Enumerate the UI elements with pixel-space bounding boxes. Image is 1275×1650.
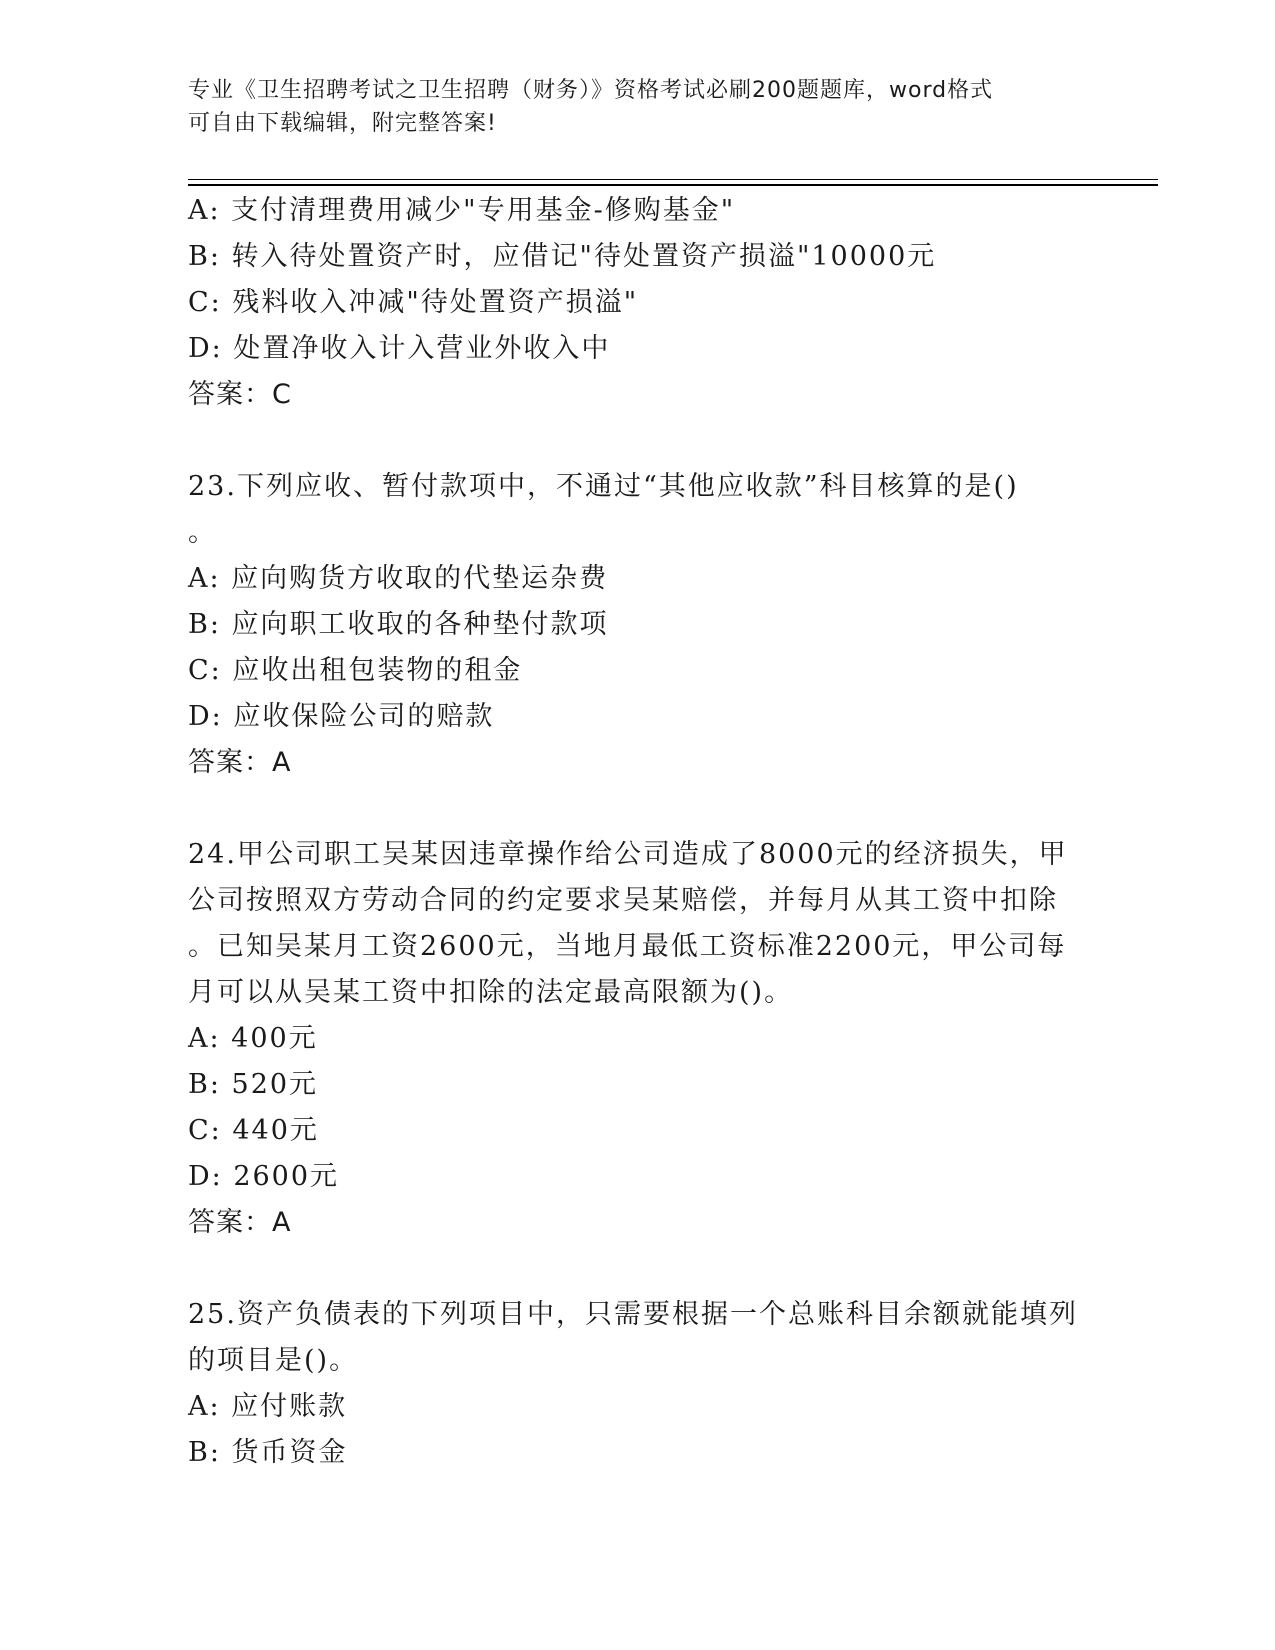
header-divider-thick — [188, 184, 1158, 186]
option-a: A: 支付清理费用减少"专用基金-修购基金" — [188, 195, 736, 226]
answer-label: 答案：A — [188, 747, 292, 778]
option-b: B: 转入待处置资产时，应借记"待处置资产损溢"10000元 — [188, 241, 937, 272]
header-line-1: 专业《卫生招聘考试之卫生招聘（财务）》资格考试必刷200题题库，word格式 — [188, 78, 994, 103]
option-a: A: 应付账款 — [188, 1391, 348, 1422]
option-d: D: 2600元 — [188, 1161, 340, 1192]
answer-label: 答案：C — [188, 379, 292, 410]
question-stem-line: 23.下列应收、暂付款项中，不通过“其他应收款”科目核算的是() — [188, 471, 1019, 502]
answer-label: 答案：A — [188, 1207, 292, 1238]
question-stem-line: 。已知吴某月工资2600元，当地月最低工资标准2200元，甲公司每 — [188, 931, 1067, 962]
option-b: B: 应向职工收取的各种垫付款项 — [188, 609, 609, 640]
option-c: C: 440元 — [188, 1115, 319, 1146]
header-divider-thin — [188, 179, 1158, 180]
question-25 — [188, 1292, 1088, 1476]
question-stem-line: 25.资产负债表的下列项目中，只需要根据一个总账科目余额就能填列 — [188, 1299, 1078, 1330]
option-c: C: 残料收入冲减"待处置资产损溢" — [188, 287, 639, 318]
header-line-2: 可自由下载编辑，附完整答案! — [188, 111, 497, 136]
question-stem-line: 。 — [188, 517, 217, 548]
option-d: D: 处置净收入计入营业外收入中 — [188, 333, 611, 364]
question-stem-line: 的项目是()。 — [188, 1345, 359, 1376]
question-22 — [188, 188, 1088, 418]
question-stem-line: 公司按照双方劳动合同的约定要求吴某赔偿，并每月从其工资中扣除 — [188, 885, 1058, 916]
option-c: C: 应收出租包装物的租金 — [188, 655, 523, 686]
option-a: A: 400元 — [188, 1023, 318, 1054]
option-b: B: 货币资金 — [188, 1437, 348, 1468]
option-d: D: 应收保险公司的赔款 — [188, 701, 495, 732]
question-24 — [188, 832, 1088, 1246]
option-a: A: 应向购货方收取的代垫运杂费 — [188, 563, 609, 594]
question-stem-line: 24.甲公司职工吴某因违章操作给公司造成了8000元的经济损失，甲 — [188, 839, 1068, 870]
document-header — [188, 74, 1088, 140]
question-stem-line: 月可以从吴某工资中扣除的法定最高限额为()。 — [188, 977, 794, 1008]
option-b: B: 520元 — [188, 1069, 319, 1100]
question-list — [188, 188, 1088, 1476]
question-23 — [188, 464, 1088, 786]
